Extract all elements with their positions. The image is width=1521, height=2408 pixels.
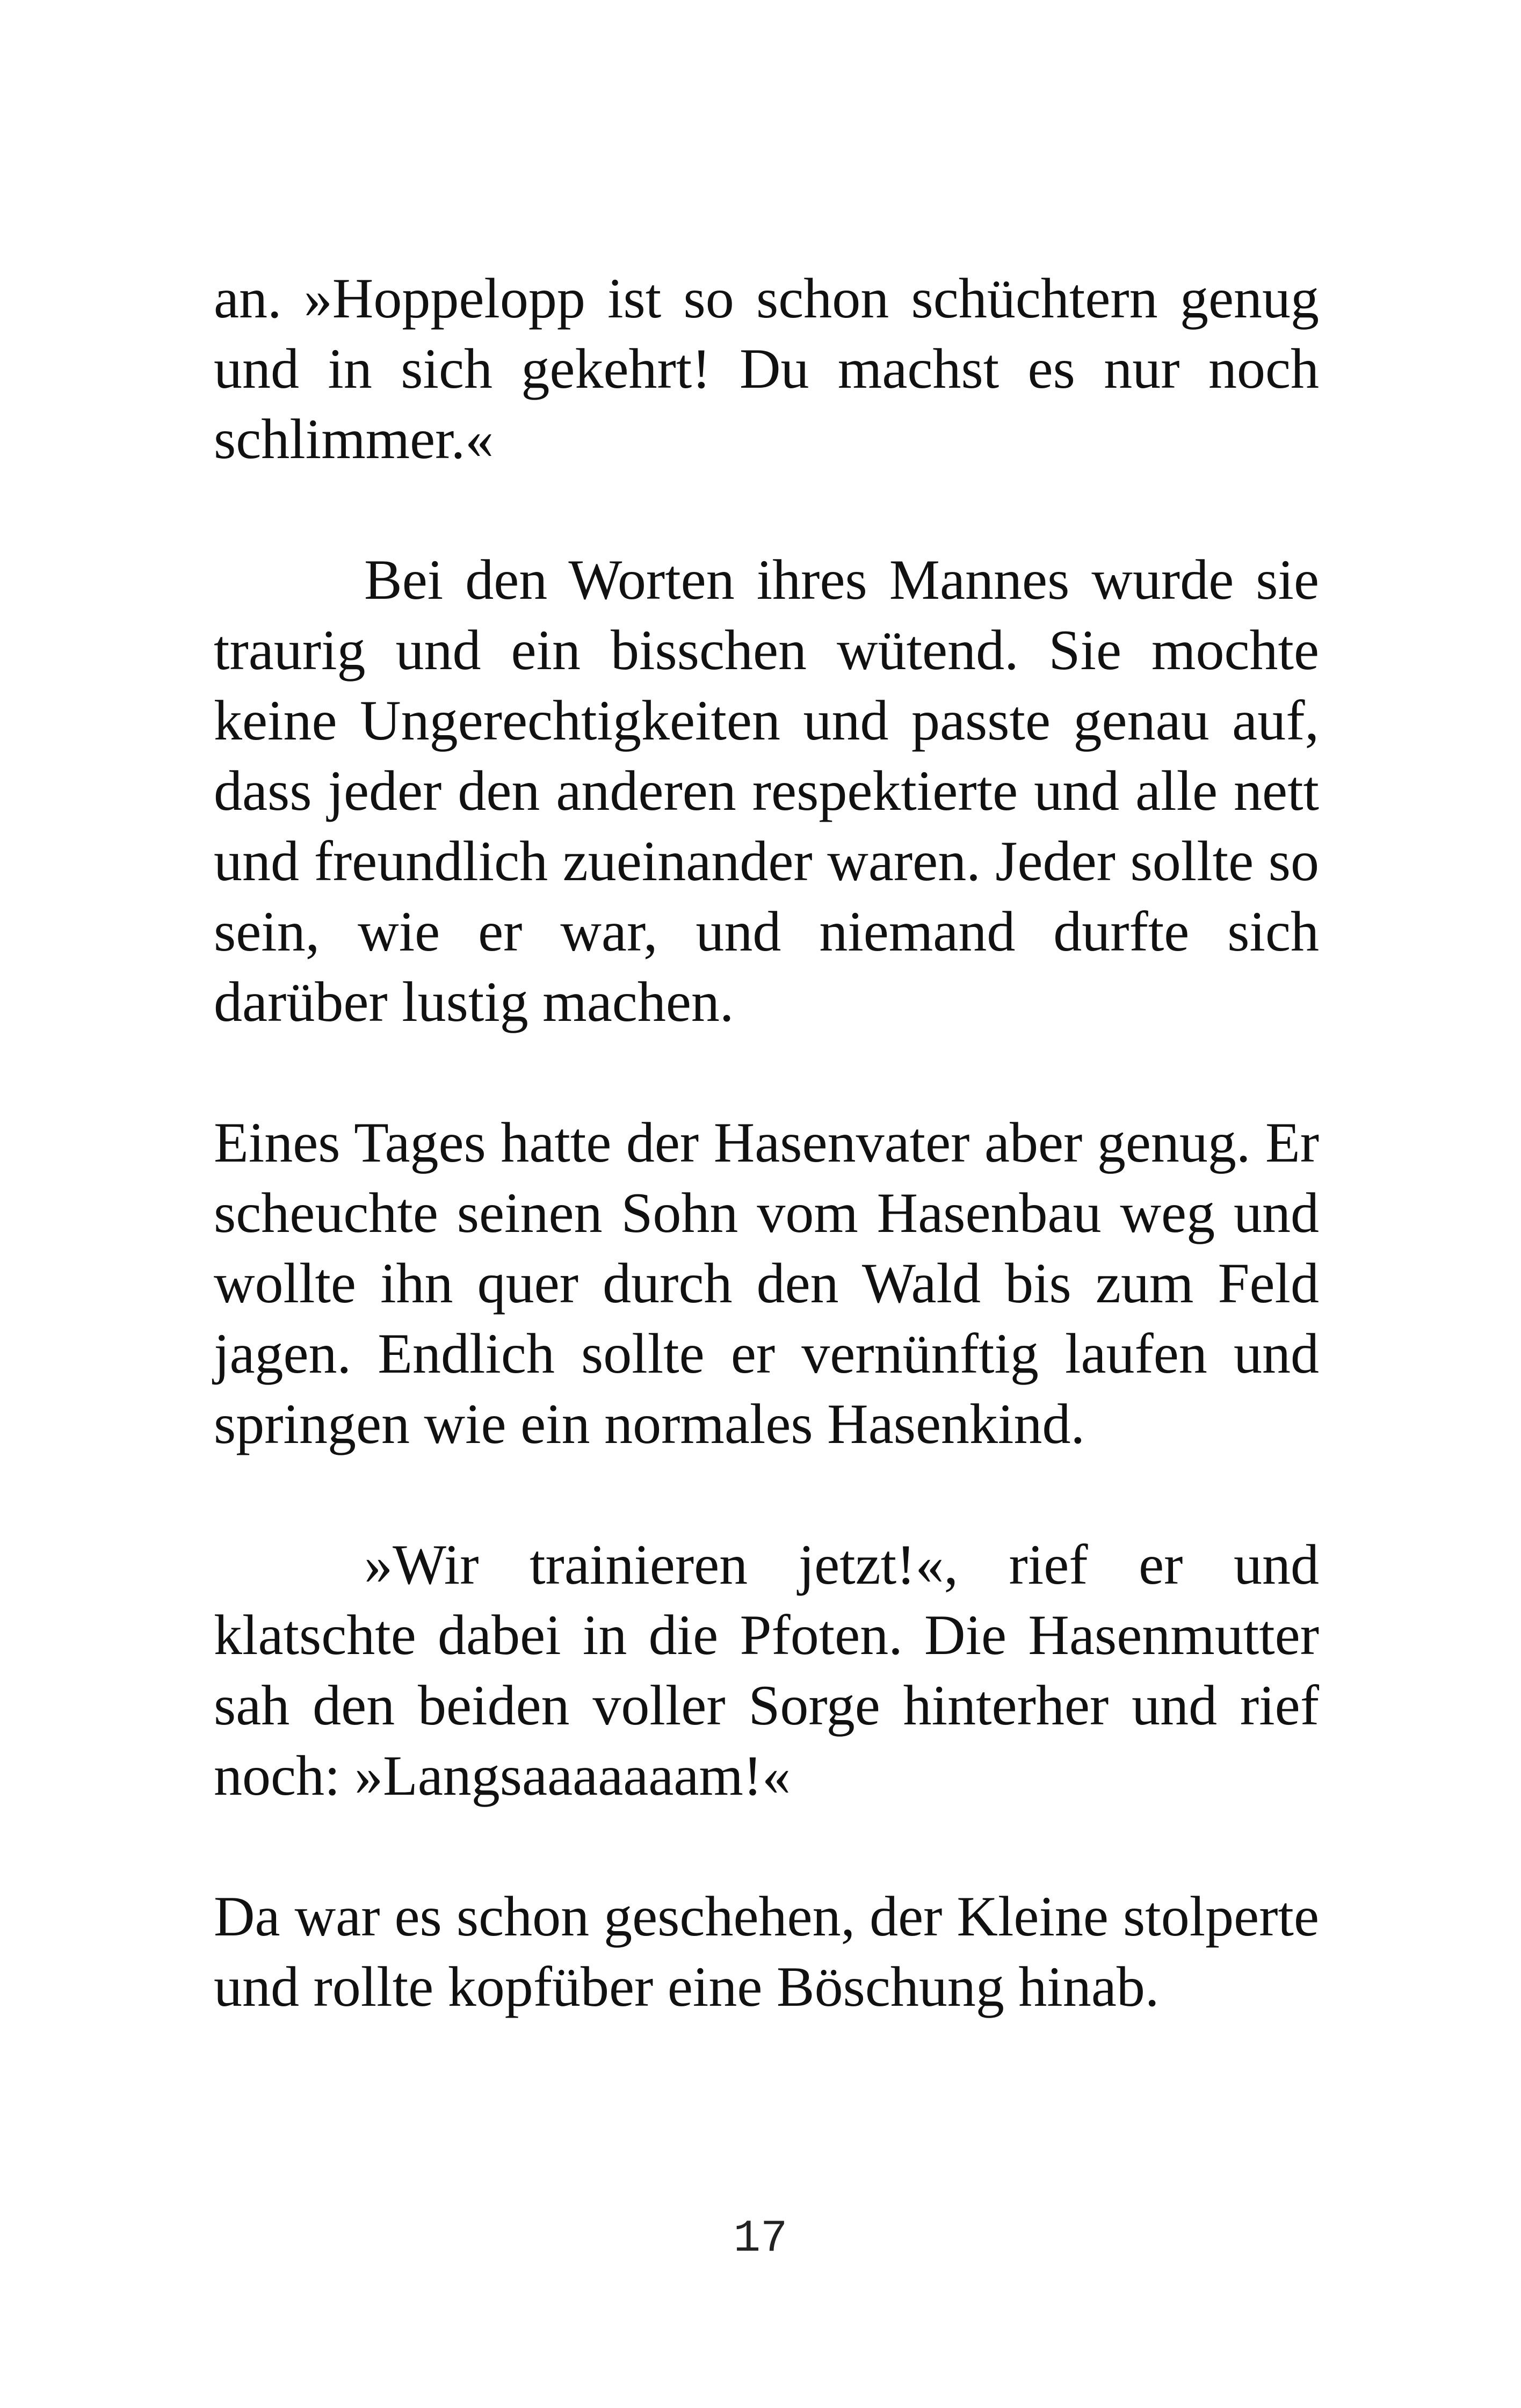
- page-number: 17: [733, 2214, 788, 2265]
- paragraph-spacer: [214, 1811, 1319, 1881]
- paragraph-spacer: [214, 474, 1319, 545]
- paragraph-2: Bei den Worten ihres Mannes wurde sie traurig und ein bisschen wütend. Sie mochte keine Ungerechtigkeiten und passte genau auf, dass jeder den anderen respektierte und alle nett und freundlich zueinander waren. Jeder sollte so sein, wie er war, und niemand durfte sich darüber lustig machen.: [214, 548, 1319, 1033]
- paragraph-spacer: [214, 1037, 1319, 1107]
- paragraph-4: »Wir trainieren jetzt!«, rief er und klatschte dabei in die Pfoten. Die Hasenmutter sah den beiden voller Sorge hinterher und rief noch: »Langsaaaaaaam!«: [214, 1533, 1319, 1807]
- paragraph-5: Da war es schon geschehen, der Kleine stolperte und rollte kopfüber eine Böschung hinab.: [214, 1885, 1319, 2018]
- paragraph-3: Eines Tages hatte der Hasenvater aber genug. Er scheuchte seinen Sohn vom Hasenbau weg und wollte ihn quer durch den Wald bis zum Feld jagen. Endlich sollte er vernünftig laufen und springen wie ein normales Hasenkind.: [214, 1111, 1319, 1455]
- paragraph-1: an. »Hoppelopp ist so schon schüchtern genug und in sich gekehrt! Du machst es nur noch schlimmer.«: [214, 267, 1319, 470]
- paragraph-spacer: [214, 1459, 1319, 1529]
- body-text: [214, 263, 1319, 2022]
